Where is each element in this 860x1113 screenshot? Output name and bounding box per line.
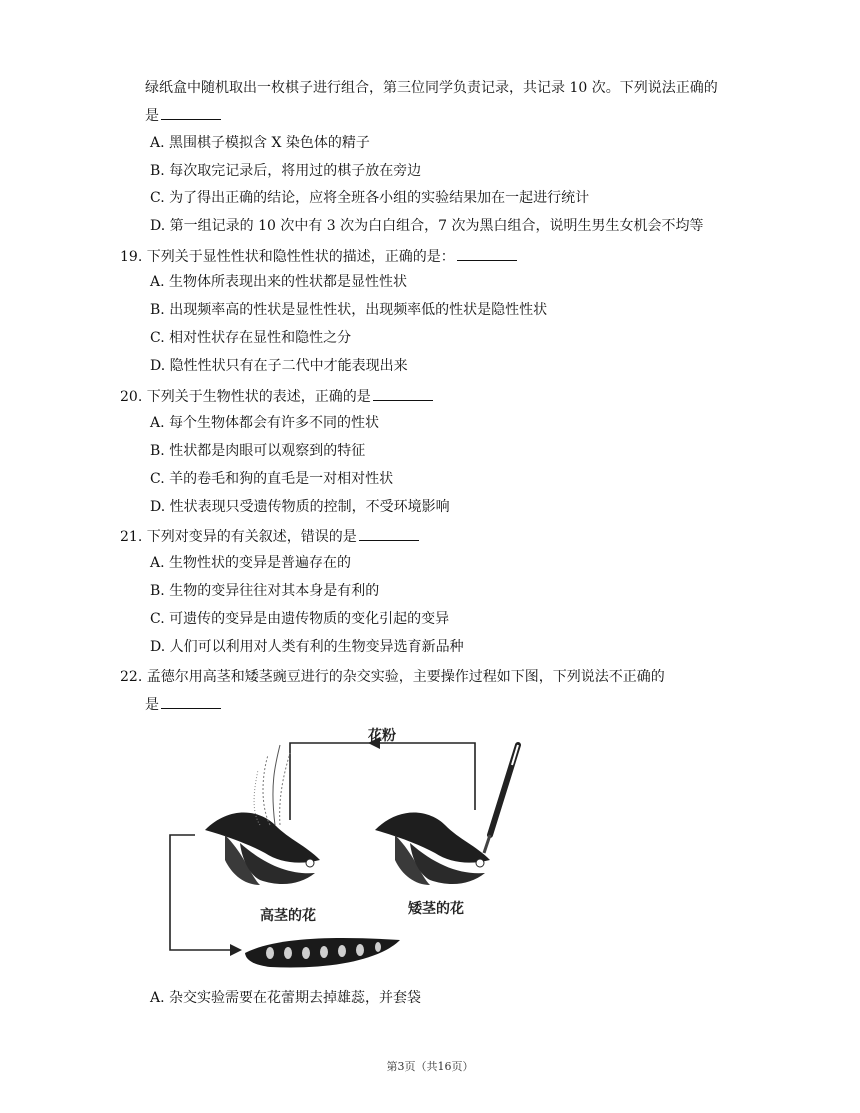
q19-stem	[120, 246, 517, 267]
q21-stem	[120, 526, 419, 547]
q20-option-a: A. 每个生物体都会有许多不同的性状	[150, 415, 380, 431]
q18-stem-line2	[145, 105, 221, 126]
q19-stem-text: 19. 下列关于显性性状和隐性性状的描述，正确的是：	[120, 249, 455, 265]
pollen-path-line	[290, 743, 475, 820]
figure-illustration	[150, 725, 540, 980]
q21-stem-text: 21. 下列对变异的有关叙述，错误的是	[120, 529, 357, 545]
answer-blank	[457, 246, 517, 261]
pollen-label: 花粉	[368, 728, 396, 744]
q22-stem-text: 是	[145, 697, 159, 713]
seed-path-line	[170, 835, 230, 950]
answer-blank	[161, 694, 221, 709]
dwarf-flower-illustration	[375, 813, 490, 886]
q21-option-d: D. 人们可以利用对人类有利的生物变异选育新品种	[150, 639, 464, 655]
q19-option-d: D. 隐性性状只有在子二代中才能表现出来	[150, 358, 408, 374]
q20-option-c: C. 羊的卷毛和狗的直毛是一对相对性状	[150, 471, 394, 487]
q19-option-a: A. 生物体所表现出来的性状都是显性性状	[150, 274, 408, 290]
pea-pod-illustration	[245, 938, 400, 967]
q20-option-d: D. 性状表现只受遗传物质的控制，不受环境影响	[150, 499, 450, 515]
tall-flower-illustration	[205, 745, 320, 885]
q18-option-d: D. 第一组记录的 10 次中有 3 次为白白组合，7 次为黑白组合，说明生男生女机会不均等	[150, 218, 704, 234]
q19-option-b: B. 出现频率高的性状是显性性状，出现频率低的性状是隐性性状	[150, 302, 548, 318]
answer-blank	[161, 105, 221, 120]
q22-stem-line1: 22. 孟德尔用高茎和矮茎豌豆进行的杂交实验，主要操作过程如下图，下列说法不正确的	[120, 669, 665, 685]
q18-stem-line1: 绿纸盒中随机取出一枚棋子进行组合，第三位同学负责记录，共记录 10 次。下列说法正确的	[145, 80, 718, 96]
q21-option-a: A. 生物性状的变异是普遍存在的	[150, 555, 352, 571]
seed-arrow-head	[230, 944, 242, 956]
answer-blank	[359, 526, 419, 541]
answer-blank	[373, 386, 433, 401]
q22-option-a: A. 杂交实验需要在花蕾期去掉雄蕊，并套袋	[150, 990, 422, 1006]
q20-stem-text: 20. 下列关于生物性状的表述，正确的是	[120, 389, 371, 405]
dwarf-flower-label: 矮茎的花	[408, 901, 464, 917]
q18-option-c: C. 为了得出正确的结论，应将全班各小组的实验结果加在一起进行统计	[150, 190, 590, 206]
page-footer: 第3页（共16页）	[386, 1060, 474, 1073]
q20-option-b: B. 性状都是肉眼可以观察到的特征	[150, 443, 366, 459]
cross-pollination-figure	[150, 725, 540, 980]
tall-flower-label: 高茎的花	[260, 908, 316, 924]
q18-option-a: A. 黑围棋子模拟含 X 染色体的精子	[150, 135, 370, 151]
q20-stem	[120, 386, 433, 407]
q21-option-b: B. 生物的变异往往对其本身是有利的	[150, 583, 380, 599]
q21-option-c: C. 可遗传的变异是由遗传物质的变化引起的变异	[150, 611, 450, 627]
brush-illustration	[484, 745, 518, 853]
q22-stem-line2	[145, 694, 221, 715]
q19-option-c: C. 相对性状存在显性和隐性之分	[150, 330, 352, 346]
q18-stem-text: 是	[145, 108, 159, 124]
q18-option-b: B. 每次取完记录后，将用过的棋子放在旁边	[150, 163, 422, 179]
